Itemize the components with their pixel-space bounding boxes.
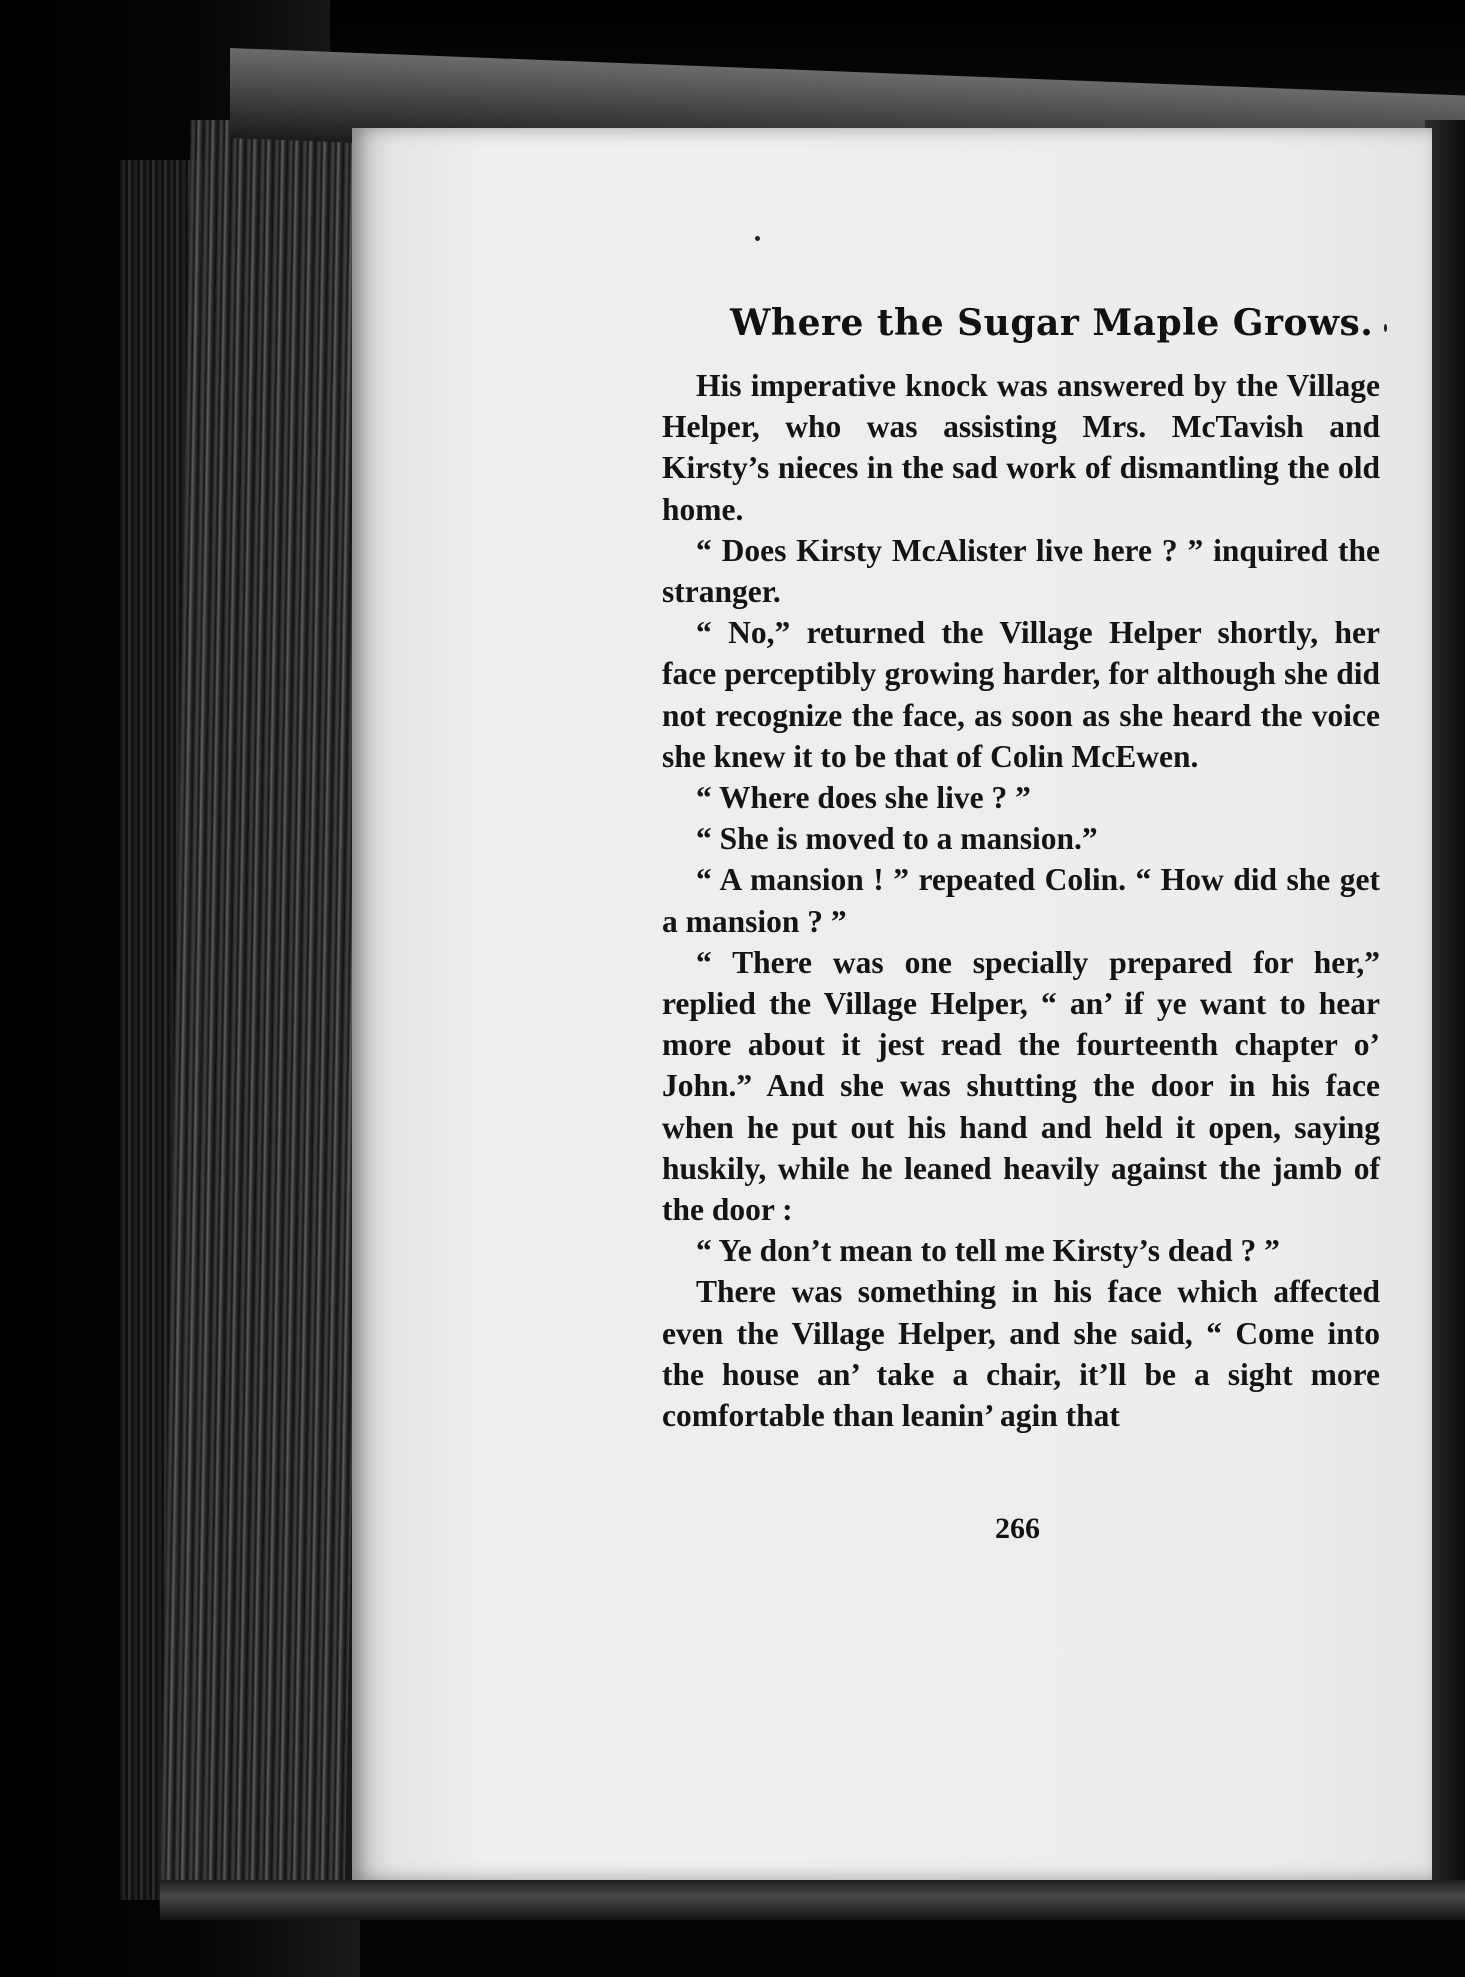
running-head: Where the Sugar Maple Grows. bbox=[730, 302, 1374, 344]
paragraph: “ Ye don’t mean to tell me Kirsty’s dead ? ” bbox=[696, 1233, 1280, 1269]
page-number: 266 bbox=[995, 1512, 1040, 1545]
paragraph: “ Where does she live ? ” bbox=[696, 780, 1031, 816]
paragraph: “ She is moved to a mansion.” bbox=[696, 821, 1098, 857]
paragraph: “ There was one specially prepared for her,” replied the Village Helper, “ an’ if ye want to hear more about it jest read the fourteenth chapter o’ John.” And she was shutting the door in his face when he put out his hand and held it open, saying huskily, while he leaned heavily against the jamb of the door : bbox=[662, 944, 1380, 1228]
paragraph: There was something in his face which affected even the Village Helper, and she said, “ Come into the house an’ take a chair, it’ll be a sight more comfortable than leanin’ agin that bbox=[662, 1274, 1380, 1434]
paragraph: His imperative knock was answered by the Village Helper, who was assisting Mrs. McTavish and Kirsty’s nieces in the sad work of dismantling the old home. bbox=[662, 368, 1380, 527]
bottom-page-edge bbox=[160, 1880, 1465, 1920]
paragraph: “ A mansion ! ” repeated Colin. “ How did she get a mansion ? ” bbox=[662, 862, 1380, 939]
body-text bbox=[662, 365, 1380, 1436]
paragraph: “ No,” returned the Village Helper shortly, her face perceptibly growing harder, for although she did not recognize the face, as soon as she heard the voice she knew it to be that of Colin McEwen. bbox=[662, 615, 1380, 774]
dust-speck bbox=[1384, 324, 1387, 332]
page-edges bbox=[159, 120, 375, 1910]
dust-speck bbox=[755, 236, 760, 241]
paragraph: “ Does Kirsty McAlister live here ? ” inquired the stranger. bbox=[662, 532, 1380, 610]
